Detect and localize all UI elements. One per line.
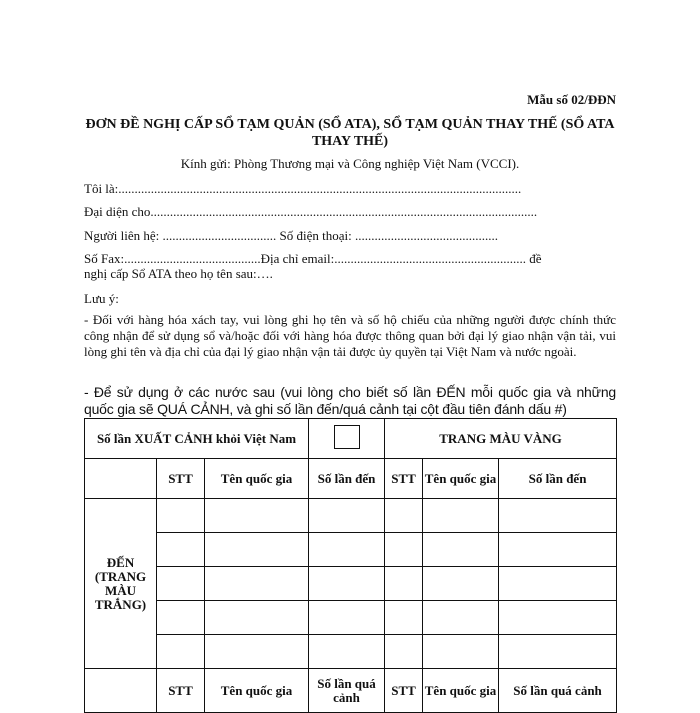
table-cell[interactable] bbox=[309, 601, 385, 635]
exit-count-checkbox[interactable] bbox=[334, 425, 360, 449]
table-cell[interactable] bbox=[157, 533, 205, 567]
header-country: Tên quốc gia bbox=[423, 459, 499, 499]
form-title: ĐƠN ĐỀ NGHỊ CẤP SỔ TẠM QUẢN (SỔ ATA), SỔ TẠM QUẢN THAY THẾ (SỔ ATA THAY THẾ) bbox=[85, 117, 615, 149]
header-stt: STT bbox=[385, 459, 423, 499]
table-cell[interactable] bbox=[499, 567, 617, 601]
exit-label: Số lần XUẤT CẢNH khỏi Việt Nam bbox=[85, 419, 309, 459]
applicant-field[interactable]: Tôi là:............................................................................................................................ bbox=[84, 181, 522, 196]
table-cell[interactable] bbox=[423, 601, 499, 635]
table-cell[interactable] bbox=[205, 635, 309, 669]
exit-count-cell[interactable] bbox=[309, 419, 385, 459]
table-cell[interactable] bbox=[499, 635, 617, 669]
yellow-page-label: TRANG MÀU VÀNG bbox=[385, 419, 617, 459]
transit-header-country: Tên quốc gia bbox=[205, 669, 309, 713]
table-cell[interactable] bbox=[423, 499, 499, 533]
request-line: nghị cấp Sổ ATA theo họ tên sau:…. bbox=[84, 266, 273, 281]
usage-instructions: - Để sử dụng ở các nước sau (vui lòng cho biết số lần ĐẾN mỗi quốc gia và những quốc gia sẽ QUÁ CẢNH, và ghi số lần đến/quá cảnh tại cột đầu tiên đánh dấu #) bbox=[84, 384, 616, 417]
form-number: Mẫu số 02/ĐĐN bbox=[527, 92, 616, 107]
table-cell[interactable] bbox=[423, 533, 499, 567]
header-country: Tên quốc gia bbox=[205, 459, 309, 499]
table-cell[interactable] bbox=[205, 499, 309, 533]
notes-heading: Lưu ý: bbox=[84, 291, 119, 306]
empty-header-cell bbox=[85, 459, 157, 499]
table-cell[interactable] bbox=[385, 499, 423, 533]
table-cell[interactable] bbox=[205, 533, 309, 567]
table-cell[interactable] bbox=[309, 567, 385, 601]
table-cell[interactable] bbox=[205, 601, 309, 635]
table-cell[interactable] bbox=[309, 635, 385, 669]
table-cell[interactable] bbox=[423, 635, 499, 669]
table-cell[interactable] bbox=[309, 533, 385, 567]
table-cell[interactable] bbox=[499, 601, 617, 635]
representative-field[interactable]: Đại diện cho....................................................................................................................... bbox=[84, 204, 538, 219]
table-cell[interactable] bbox=[499, 533, 617, 567]
header-arrivals: Số lần đến bbox=[499, 459, 617, 499]
transit-header-count: Số lần quá cảnh bbox=[499, 669, 617, 713]
table-cell[interactable] bbox=[385, 635, 423, 669]
fax-email-field[interactable]: Số Fax:..........................................Địa chỉ email:........................................................... đề bbox=[84, 251, 542, 266]
table-cell[interactable] bbox=[385, 533, 423, 567]
transit-header-country: Tên quốc gia bbox=[423, 669, 499, 713]
table-cell[interactable] bbox=[157, 601, 205, 635]
table-cell[interactable] bbox=[499, 499, 617, 533]
empty-header-cell bbox=[85, 669, 157, 713]
table-cell[interactable] bbox=[157, 635, 205, 669]
header-stt: STT bbox=[157, 459, 205, 499]
table-cell[interactable] bbox=[385, 567, 423, 601]
table-cell[interactable] bbox=[309, 499, 385, 533]
addressee: Kính gửi: Phòng Thương mại và Công nghiệp Việt Nam (VCCI). bbox=[180, 156, 520, 171]
table-cell[interactable] bbox=[423, 567, 499, 601]
transit-header-count: Số lần quá cảnh bbox=[309, 669, 385, 713]
transit-header-stt: STT bbox=[157, 669, 205, 713]
table-cell[interactable] bbox=[157, 567, 205, 601]
table-cell[interactable] bbox=[157, 499, 205, 533]
notes-paragraph: - Đối với hàng hóa xách tay, vui lòng ghi họ tên và số hộ chiếu của những người được chính thức công nhận để sử dụng sổ và/hoặc đối với hàng hóa được thông quan bởi đại lý giao nhận vận tải, vui lòng ghi tên và địa chỉ của đại lý giao nhận vận tải được ủy quyền tại Việt Nam và nước ngoài. bbox=[84, 312, 616, 359]
transit-header-stt: STT bbox=[385, 669, 423, 713]
header-arrivals: Số lần đến bbox=[309, 459, 385, 499]
table-cell[interactable] bbox=[385, 601, 423, 635]
table-cell[interactable] bbox=[205, 567, 309, 601]
contact-phone-field[interactable]: Người liên hệ: ................................... Số điện thoại: ............................................ bbox=[84, 228, 499, 243]
countries-table bbox=[84, 418, 617, 713]
arrival-section-label: ĐẾN (TRANG MÀU TRẮNG) bbox=[85, 499, 157, 669]
